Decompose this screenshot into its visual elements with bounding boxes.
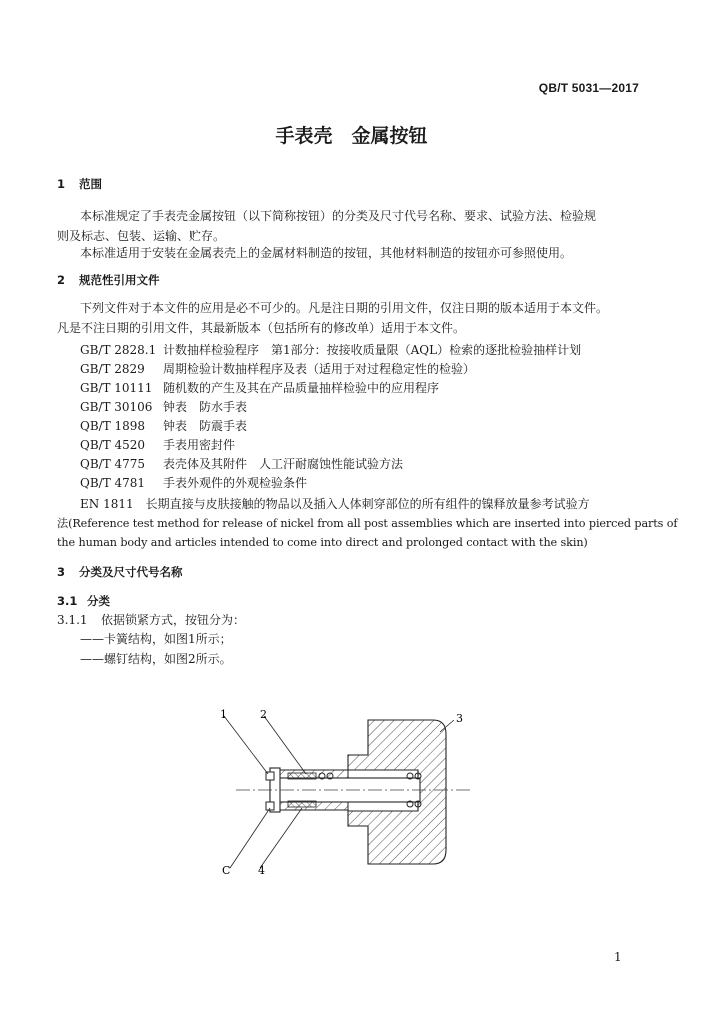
normative-intro-line-2: 凡是不注日期的引用文件，其最新版本（包括所有的修改单）适用于本文件。 (57, 321, 466, 335)
reference-item (80, 416, 247, 436)
scope-paragraph-1-line-1: 本标准规定了手表壳金属按钮（以下简称按钮）的分类及尺寸代号名称、要求、试验方法、检验规 (80, 209, 597, 223)
leader-line (224, 716, 268, 774)
reference-title: 周期检验计数抽样程序及表（适用于对过程稳定性的检验） (163, 362, 476, 376)
reference-code: GB/T 10111 (80, 381, 153, 395)
reference-item (80, 359, 475, 379)
reference-code: GB/T 2829 (80, 362, 145, 376)
scope-paragraph-1-line-2: 则及标志、包装、运输、贮存。 (57, 229, 226, 243)
section-title: 分类 (87, 594, 110, 608)
en-reference-line-2: 法(Reference test method for release of nickel from all post assemblies which are inserted into pierced parts of (57, 517, 678, 530)
section-number: 2 (57, 273, 66, 287)
figure-label: 1 (220, 708, 227, 721)
section-3-1-heading (57, 593, 110, 609)
figure-label: C (222, 864, 231, 877)
reference-code: GB/T 2828.1 (80, 343, 157, 357)
en-reference-line-3: the human body and articles intended to come into direct and prolonged contact with the skin) (57, 536, 588, 549)
reference-title: 钟表 防震手表 (163, 419, 248, 433)
button-cross-section-figure (218, 708, 478, 878)
reference-item (80, 397, 247, 417)
reference-title: 随机数的产生及其在产品质量抽样检验中的应用程序 (163, 381, 440, 395)
reference-title: 手表外观件的外观检验条件 (163, 476, 308, 490)
reference-item (80, 454, 403, 474)
section-number: 1 (57, 177, 66, 191)
scope-paragraph-2: 本标准适用于安装在金属表壳上的金属材料制造的按钮，其他材料制造的按钮亦可参照使用。 (80, 246, 573, 260)
section-number: 3.1 (57, 594, 78, 608)
reference-item (80, 340, 581, 360)
document-title: 手表壳 金属按钮 (275, 125, 428, 147)
normative-intro-line-1: 下列文件对于本文件的应用是必不可少的。凡是注日期的引用文件，仅注日期的版本适用于本文件。 (80, 301, 609, 315)
figure-label: 3 (456, 712, 463, 725)
reference-code: QB/T 1898 (80, 419, 146, 433)
reference-title: 表壳体及其附件 人工汗耐腐蚀性能试验方法 (163, 457, 404, 471)
reference-code: QB/T 4781 (80, 476, 146, 490)
section-title: 范围 (79, 177, 102, 191)
clip-ring (266, 802, 274, 810)
page-number: 1 (614, 950, 622, 964)
clause-number: 3.1.1 (57, 613, 88, 627)
clause-3-1-1 (57, 610, 245, 630)
reference-title: 计数抽样检验程序 第1部分：按接收质量限（AQL）检索的逐批检验抽样计划 (163, 343, 582, 357)
reference-item (80, 435, 235, 455)
reference-code: GB/T 30106 (80, 400, 153, 414)
reference-item (80, 378, 439, 398)
reference-item (80, 473, 307, 493)
figure-label: 2 (260, 708, 267, 721)
leader-line (264, 716, 306, 774)
reference-code: QB/T 4520 (80, 438, 146, 452)
section-number: 3 (57, 565, 66, 579)
section-title: 分类及尺寸代号名称 (79, 565, 183, 579)
section-2-heading (57, 272, 160, 288)
reference-code: QB/T 4775 (80, 457, 146, 471)
reference-title: 钟表 防水手表 (163, 400, 248, 414)
figure-label: 4 (258, 864, 265, 877)
section-title: 规范性引用文件 (79, 273, 160, 287)
section-3-heading (57, 564, 183, 580)
section-1-heading (57, 176, 102, 192)
clause-text: 依据锁紧方式，按钮分为： (101, 613, 246, 627)
leader-line (230, 808, 270, 868)
standard-code: QB/T 5031—2017 (538, 81, 639, 95)
classification-item-1: ——卡簧结构，如图1所示； (80, 632, 232, 646)
leader-line (260, 808, 302, 868)
en-reference-line-1: EN 1811 长期直接与皮肤接触的物品以及插入人体刺穿部位的所有组件的镍释放量参考试验方 (80, 497, 590, 511)
reference-title: 手表用密封件 (163, 438, 236, 452)
classification-item-2: ——螺钉结构，如图2所示。 (80, 652, 232, 666)
